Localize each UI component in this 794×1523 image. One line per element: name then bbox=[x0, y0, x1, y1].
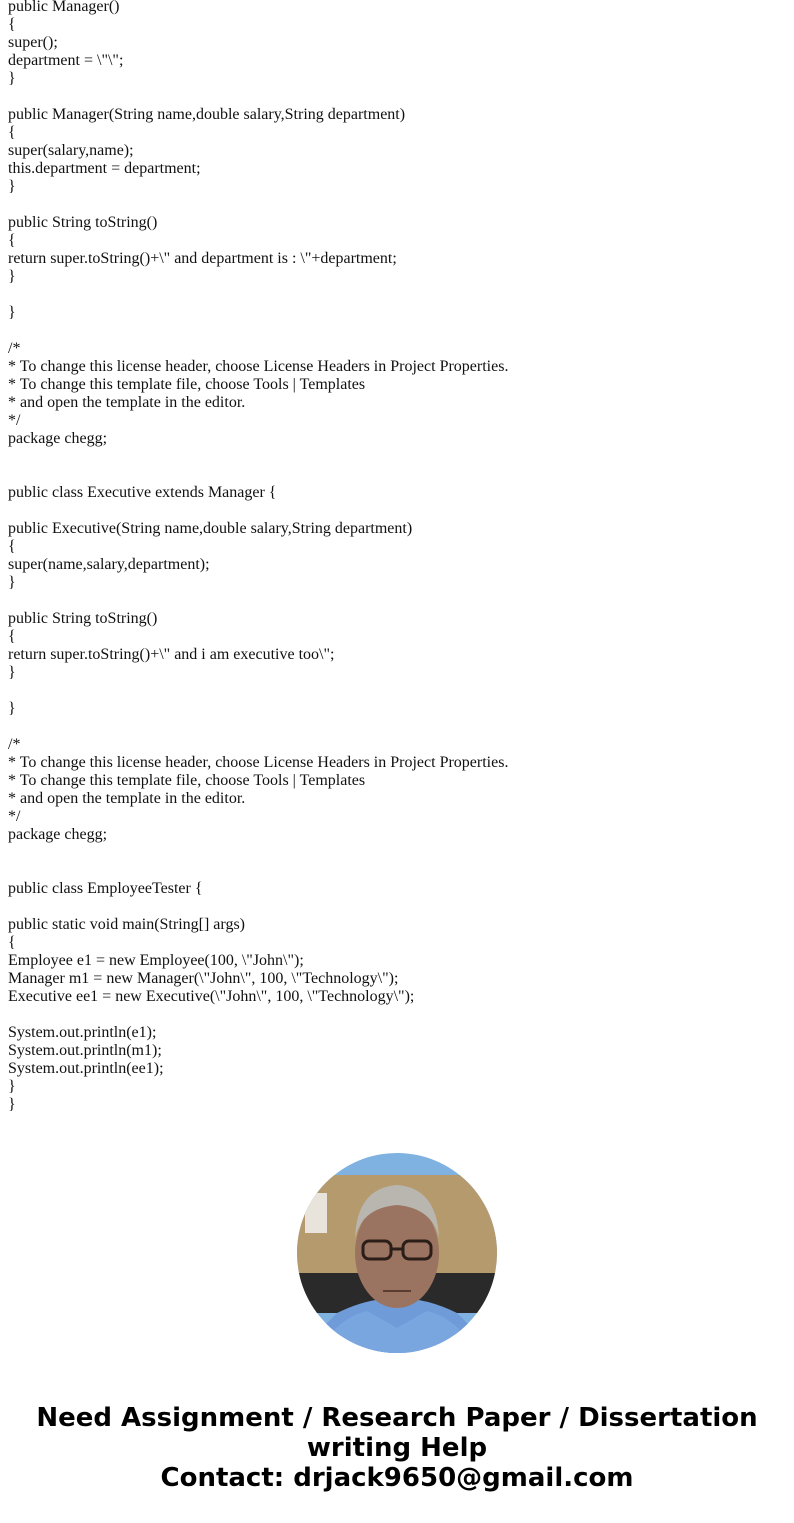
code-line: public String toString() bbox=[8, 610, 158, 627]
code-line: Executive ee1 = new Executive(\"John\", 100, \"Technology\"); bbox=[8, 988, 415, 1005]
code-line: } bbox=[8, 268, 16, 285]
code-line bbox=[8, 502, 508, 520]
code-line: public class Executive extends Manager { bbox=[8, 484, 277, 501]
code-line: } bbox=[8, 574, 16, 591]
code-line: { bbox=[8, 16, 16, 33]
footer-line-2: writing Help bbox=[306, 1433, 488, 1463]
code-line: public String toString() bbox=[8, 214, 158, 231]
code-line: public static void main(String[] args) bbox=[8, 916, 245, 933]
code-line bbox=[8, 592, 508, 610]
code-line: } bbox=[8, 304, 16, 321]
code-line: * To change this license header, choose License Headers in Project Properties. bbox=[8, 358, 509, 375]
code-line: public class EmployeeTester { bbox=[8, 880, 203, 897]
code-line: public Executive(String name,double salary,String department) bbox=[8, 520, 413, 537]
author-avatar bbox=[297, 1153, 497, 1353]
contact-banner bbox=[0, 1403, 794, 1493]
code-line: } bbox=[8, 664, 16, 681]
code-line: return super.toString()+\" and department is : \"+department; bbox=[8, 250, 397, 267]
code-line: /* bbox=[8, 340, 21, 357]
code-line bbox=[8, 322, 508, 340]
code-line: System.out.println(m1); bbox=[8, 1042, 162, 1059]
code-line: } bbox=[8, 70, 16, 87]
code-line: { bbox=[8, 628, 16, 645]
code-line bbox=[8, 898, 508, 916]
code-line: } bbox=[8, 178, 16, 195]
code-listing bbox=[8, 0, 508, 1114]
code-line: * To change this template file, choose Tools | Templates bbox=[8, 376, 366, 393]
code-line bbox=[8, 1006, 508, 1024]
code-line: { bbox=[8, 934, 16, 951]
code-line: package chegg; bbox=[8, 826, 108, 843]
code-line: */ bbox=[8, 808, 21, 825]
code-line: */ bbox=[8, 412, 21, 429]
code-line: package chegg; bbox=[8, 430, 108, 447]
code-line bbox=[8, 682, 508, 700]
code-line bbox=[8, 196, 508, 214]
code-line: * To change this license header, choose License Headers in Project Properties. bbox=[8, 754, 509, 771]
code-line: /* bbox=[8, 736, 21, 753]
code-line: this.department = department; bbox=[8, 160, 201, 177]
code-line: public Manager() bbox=[8, 0, 120, 15]
code-line: System.out.println(ee1); bbox=[8, 1060, 164, 1077]
code-line: { bbox=[8, 538, 16, 555]
code-line: System.out.println(e1); bbox=[8, 1024, 157, 1041]
code-line: * and open the template in the editor. bbox=[8, 394, 246, 411]
code-line: return super.toString()+\" and i am executive too\"; bbox=[8, 646, 335, 663]
footer-line-1: Need Assignment / Research Paper / Dissertation bbox=[36, 1403, 758, 1433]
code-line: } bbox=[8, 1078, 16, 1095]
code-line bbox=[8, 88, 508, 106]
code-line: department = \"\"; bbox=[8, 52, 124, 69]
code-line bbox=[8, 844, 508, 862]
code-line: { bbox=[8, 124, 16, 141]
code-line: { bbox=[8, 232, 16, 249]
code-line bbox=[8, 862, 508, 880]
code-line: * To change this template file, choose Tools | Templates bbox=[8, 772, 366, 789]
code-line bbox=[8, 466, 508, 484]
code-line bbox=[8, 448, 508, 466]
code-line: Employee e1 = new Employee(100, \"John\"); bbox=[8, 952, 304, 969]
code-line: } bbox=[8, 1096, 16, 1113]
code-line bbox=[8, 286, 508, 304]
code-line: super(name,salary,department); bbox=[8, 556, 210, 573]
code-line: } bbox=[8, 700, 16, 717]
code-line: super(); bbox=[8, 34, 58, 51]
code-line: * and open the template in the editor. bbox=[8, 790, 246, 807]
code-line: public Manager(String name,double salary,String department) bbox=[8, 106, 406, 123]
person-photo-icon bbox=[297, 1153, 497, 1353]
code-line: super(salary,name); bbox=[8, 142, 134, 159]
code-line bbox=[8, 718, 508, 736]
code-line: Manager m1 = new Manager(\"John\", 100, \"Technology\"); bbox=[8, 970, 399, 987]
footer-contact: Contact: drjack9650@gmail.com bbox=[160, 1463, 634, 1493]
